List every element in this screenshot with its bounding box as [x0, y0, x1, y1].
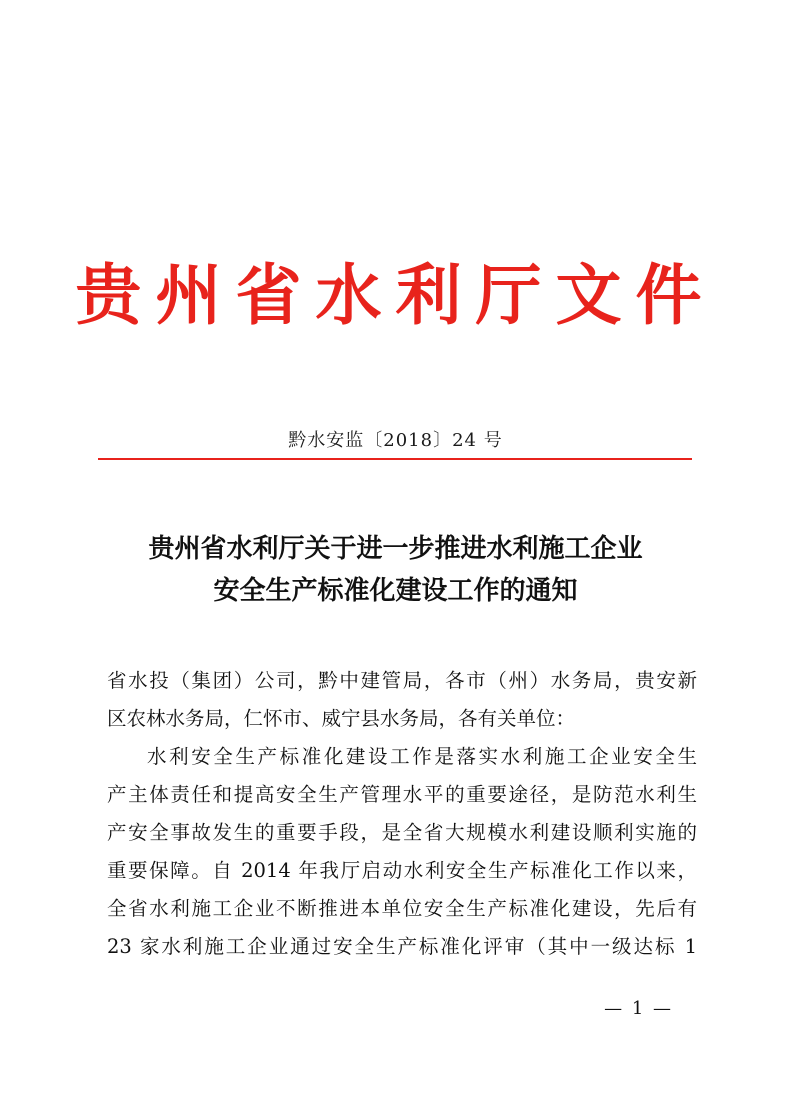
notice-title-line: 安全生产标准化建设工作的通知 — [213, 576, 578, 606]
body-text — [107, 662, 697, 966]
paragraph-line: 产主体责任和提高安全生产管理水平的重要途径，是防范水利生 — [107, 783, 697, 806]
issuer-title: 贵州省水利厅文件 — [75, 256, 716, 334]
paragraph-line: 重要保障。自 2014 年我厅启动水利安全生产标准化工作以来， — [107, 859, 697, 882]
paragraph-line: 全省水利施工企业不断推进本单位安全生产标准化建设，先后有 — [107, 897, 697, 920]
paragraph-line: 产安全事故发生的重要手段，是全省大规模水利建设顺利实施的 — [107, 821, 697, 844]
addressee-line: 区农林水务局，仁怀市、威宁县水务局，各有关单位： — [107, 707, 576, 730]
notice-title — [0, 528, 791, 612]
red-divider-line — [98, 458, 692, 460]
notice-title-line: 贵州省水利厅关于进一步推进水利施工企业 — [148, 534, 643, 564]
document-number: 黔水安监〔2018〕24 号 — [288, 430, 503, 451]
page-number: — 1 — — [604, 998, 673, 1019]
addressee-line: 省水投（集团）公司，黔中建管局，各市（州）水务局，贵安新 — [107, 669, 697, 692]
paragraph-line: 水利安全生产标准化建设工作是落实水利施工企业安全生 — [147, 745, 697, 768]
paragraph-line: 23 家水利施工企业通过安全生产标准化评审（其中一级达标 1 — [107, 935, 697, 958]
